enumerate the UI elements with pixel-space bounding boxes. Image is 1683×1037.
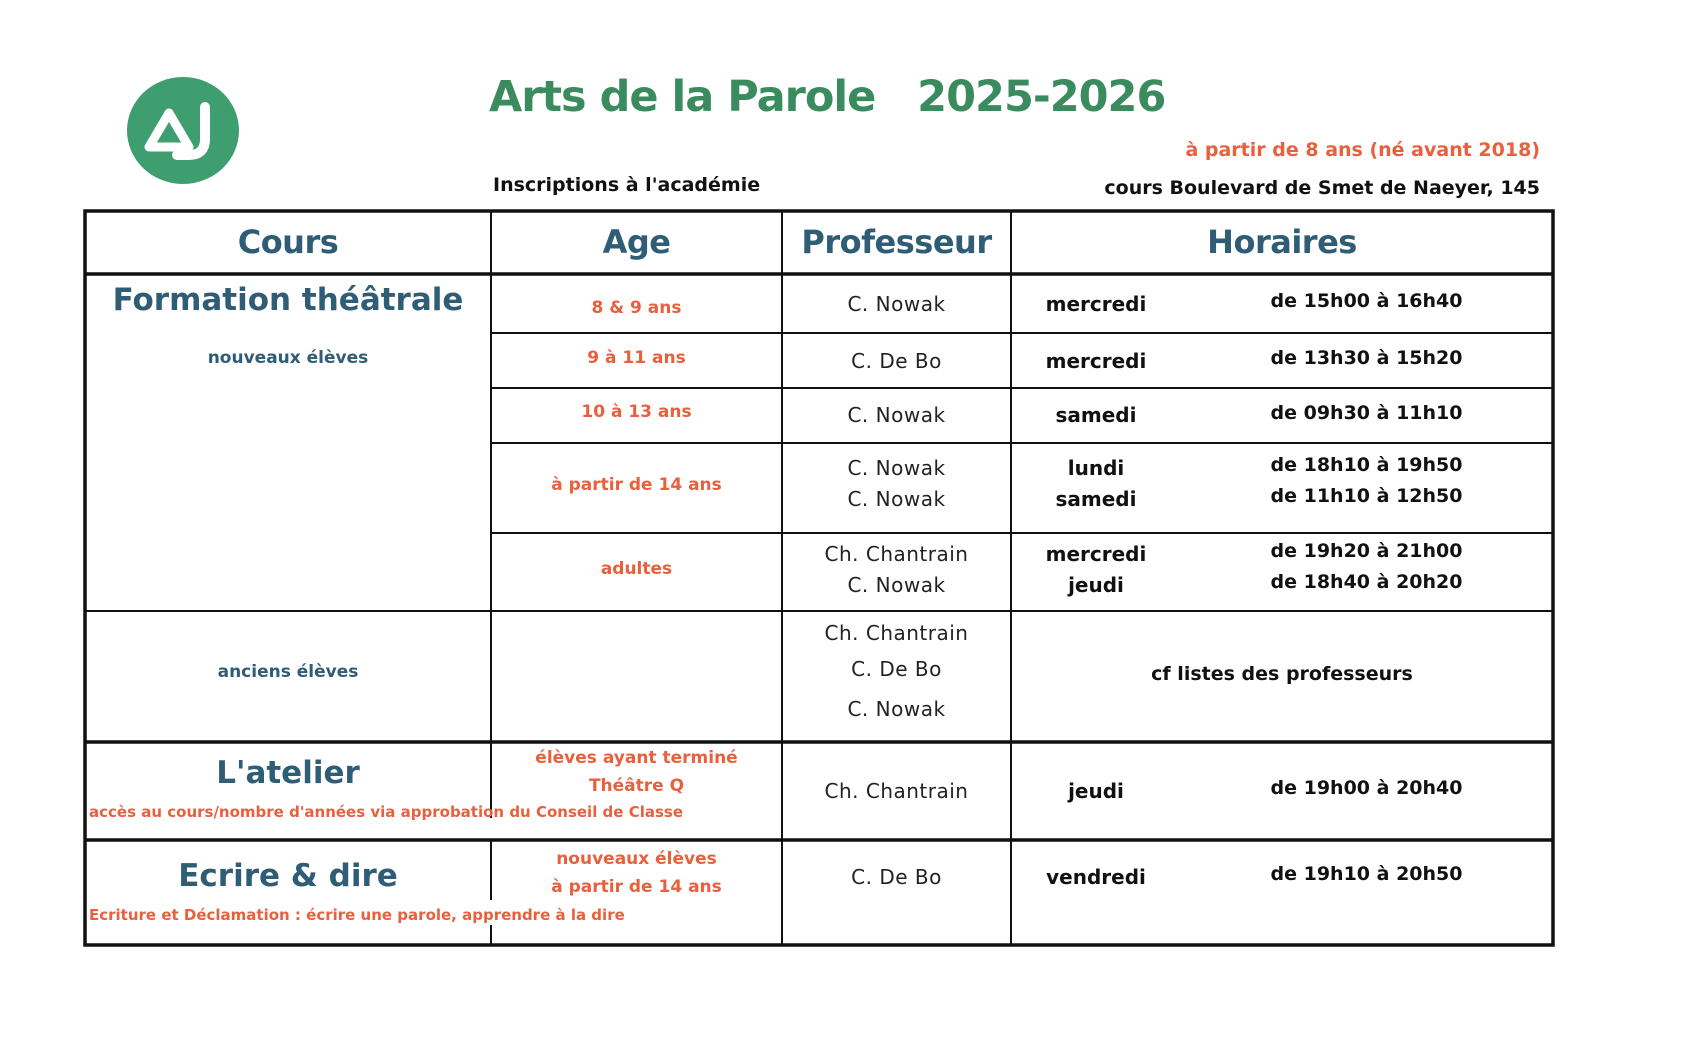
day-cell: mercredi <box>1045 292 1147 316</box>
hours-cell: de 19h10 à 20h50 <box>1270 863 1463 885</box>
hours-cell: de 09h30 à 11h10 <box>1270 402 1463 424</box>
age-cell: à partir de 14 ans <box>551 475 722 495</box>
professor-cell: C. Nowak <box>847 292 946 316</box>
age-cell: élèves ayant terminé <box>535 748 738 768</box>
former-students-label: anciens élèves <box>217 662 359 682</box>
age-cell: 10 à 13 ans <box>581 402 692 422</box>
day-cell: mercredi <box>1045 349 1147 373</box>
professor-cell: Ch. Chantrain <box>824 621 969 645</box>
day-cell: vendredi <box>1046 865 1146 889</box>
professor-cell: C. De Bo <box>851 657 942 681</box>
column-header-cours: Cours <box>237 223 339 261</box>
hours-cell: de 13h30 à 15h20 <box>1270 347 1463 369</box>
inscriptions-label: Inscriptions à l'académie <box>493 174 761 196</box>
day-cell: mercredi <box>1045 542 1147 566</box>
professor-cell: C. De Bo <box>851 349 942 373</box>
day-cell: samedi <box>1055 487 1137 511</box>
hours-cell: de 18h40 à 20h20 <box>1270 571 1463 593</box>
age-cell: adultes <box>600 559 673 579</box>
hours-cell: de 19h00 à 20h40 <box>1270 777 1463 799</box>
age-cell: Théâtre Q <box>588 776 685 796</box>
professor-cell: C. Nowak <box>847 697 946 721</box>
age-cell: nouveaux élèves <box>556 849 717 869</box>
day-cell: jeudi <box>1068 779 1124 803</box>
professor-cell: C. De Bo <box>851 865 942 889</box>
hours-cell: de 19h20 à 21h00 <box>1270 540 1463 562</box>
hours-cell: cf listes des professeurs <box>1151 663 1413 685</box>
course-address: cours Boulevard de Smet de Naeyer, 145 <box>1104 177 1540 199</box>
hours-cell: de 11h10 à 12h50 <box>1270 485 1463 507</box>
professor-cell: Ch. Chantrain <box>824 779 969 803</box>
hours-cell: de 18h10 à 19h50 <box>1270 454 1463 476</box>
hours-cell: de 15h00 à 16h40 <box>1270 290 1463 312</box>
professor-cell: C. Nowak <box>847 573 946 597</box>
professor-cell: C. Nowak <box>847 487 946 511</box>
age-requirement-note: à partir de 8 ans (né avant 2018) <box>1185 139 1540 161</box>
professor-cell: C. Nowak <box>847 403 946 427</box>
day-cell: jeudi <box>1068 573 1124 597</box>
course-title-atelier: L'atelier <box>216 755 360 791</box>
professor-cell: C. Nowak <box>847 456 946 480</box>
atelier-access-note: accès au cours/nombre d'années via approbation du Conseil de Classe <box>89 803 683 821</box>
academy-logo <box>127 77 239 184</box>
column-header-professeur: Professeur <box>801 223 992 261</box>
day-cell: lundi <box>1067 456 1125 480</box>
day-cell: samedi <box>1055 403 1137 427</box>
professor-cell: Ch. Chantrain <box>824 542 969 566</box>
page-title: Arts de la Parole 2025-2026 <box>489 72 1166 122</box>
column-header-horaires: Horaires <box>1207 223 1357 261</box>
age-cell: 8 & 9 ans <box>591 298 682 318</box>
course-title-formation: Formation théâtrale <box>112 282 464 318</box>
course-title-ecrire: Ecrire & dire <box>178 858 398 894</box>
ecrire-description-note: Ecriture et Déclamation : écrire une parole, apprendre à la dire <box>89 906 625 924</box>
column-header-age: Age <box>602 223 671 261</box>
age-cell: 9 à 11 ans <box>587 348 686 368</box>
formation-new-students-label: nouveaux élèves <box>207 348 369 368</box>
age-cell: à partir de 14 ans <box>551 877 722 897</box>
